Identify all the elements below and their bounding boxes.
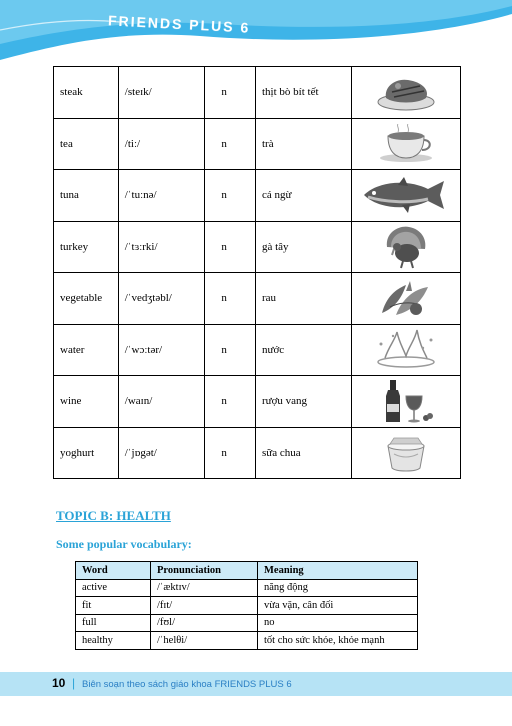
ipa-cell: /ˈhelθi/: [151, 632, 258, 650]
meaning-cell: nước: [255, 324, 351, 376]
word-cell: vegetable: [54, 273, 119, 325]
ipa-cell: /ˈtɜːrki/: [118, 221, 205, 273]
footer-separator: |: [72, 676, 76, 690]
header-wave-graphic: [0, 0, 512, 60]
pos-cell: n: [205, 376, 256, 428]
page-number: 10: [52, 676, 66, 690]
image-cell: [352, 221, 461, 273]
steak-image: [376, 72, 436, 112]
meaning-cell: rượu vang: [255, 376, 351, 428]
meaning-cell: sữa chua: [255, 427, 351, 479]
ipa-cell: /fɪt/: [151, 597, 258, 615]
table-row: [76, 579, 418, 597]
ipa-cell: /ˈvedʒtəbl/: [118, 273, 205, 325]
table-row: [54, 427, 461, 479]
table-header-row: [76, 562, 418, 580]
pos-cell: n: [205, 118, 256, 170]
image-cell: [352, 273, 461, 325]
vocabulary-table: [53, 66, 461, 479]
meaning-cell: tốt cho sức khỏe, khỏe mạnh: [258, 632, 418, 650]
health-vocabulary-table: [75, 561, 418, 650]
table-row: [54, 324, 461, 376]
meaning-cell: thịt bò bít tết: [255, 67, 351, 119]
turkey-image: [381, 225, 431, 269]
header-band: [0, 0, 512, 60]
image-cell: [352, 67, 461, 119]
pos-cell: n: [205, 324, 256, 376]
ipa-cell: /waɪn/: [118, 376, 205, 428]
meaning-cell: cá ngừ: [255, 170, 351, 222]
table-row: [76, 632, 418, 650]
image-cell: [352, 324, 461, 376]
meaning-cell: no: [258, 614, 418, 632]
word-cell: steak: [54, 67, 119, 119]
vegetables-image: [376, 277, 436, 319]
column-header-pronunciation: Pronunciation: [151, 562, 258, 580]
tea-cup-image: [376, 124, 436, 164]
table-row: [54, 273, 461, 325]
pos-cell: n: [205, 67, 256, 119]
ipa-cell: /ˈæktɪv/: [151, 579, 258, 597]
word-cell: tuna: [54, 170, 119, 222]
ipa-cell: /steɪk/: [118, 67, 205, 119]
image-cell: [352, 376, 461, 428]
tuna-fish-image: [358, 175, 454, 215]
table-row: [54, 376, 461, 428]
meaning-cell: trà: [255, 118, 351, 170]
pos-cell: n: [205, 221, 256, 273]
column-header-meaning: Meaning: [258, 562, 418, 580]
pos-cell: n: [205, 427, 256, 479]
word-cell: turkey: [54, 221, 119, 273]
table-row: [54, 221, 461, 273]
word-cell: healthy: [76, 632, 151, 650]
column-header-word: Word: [76, 562, 151, 580]
ipa-cell: /ˈtuːnə/: [118, 170, 205, 222]
table-row: [54, 118, 461, 170]
meaning-cell: rau: [255, 273, 351, 325]
ipa-cell: /fʊl/: [151, 614, 258, 632]
table-row: [54, 67, 461, 119]
topic-heading: TOPIC B: HEALTH: [56, 508, 171, 523]
wine-bottle-image: [376, 378, 436, 424]
yoghurt-cup-image: [376, 432, 436, 474]
image-cell: [352, 427, 461, 479]
image-cell: [352, 118, 461, 170]
word-cell: tea: [54, 118, 119, 170]
table-row: [76, 614, 418, 632]
word-cell: full: [76, 614, 151, 632]
pos-cell: n: [205, 170, 256, 222]
word-cell: water: [54, 324, 119, 376]
image-cell: [352, 170, 461, 222]
ipa-cell: /ˈwɔːtər/: [118, 324, 205, 376]
word-cell: fit: [76, 597, 151, 615]
table-row: [76, 597, 418, 615]
word-cell: yoghurt: [54, 427, 119, 479]
meaning-cell: năng động: [258, 579, 418, 597]
ipa-cell: /tiː/: [118, 118, 205, 170]
water-splash-image: [371, 328, 441, 372]
table-row: [54, 170, 461, 222]
footer-text: Biên soạn theo sách giáo khoa FRIENDS PLUS 6: [82, 679, 292, 690]
meaning-cell: vừa vặn, cân đối: [258, 597, 418, 615]
word-cell: wine: [54, 376, 119, 428]
series-title: FRIENDS PLUS 6: [107, 12, 251, 36]
vocabulary-subheading: Some popular vocabulary:: [56, 537, 192, 551]
ipa-cell: /ˈjɒgət/: [118, 427, 205, 479]
word-cell: active: [76, 579, 151, 597]
pos-cell: n: [205, 273, 256, 325]
meaning-cell: gà tây: [255, 221, 351, 273]
